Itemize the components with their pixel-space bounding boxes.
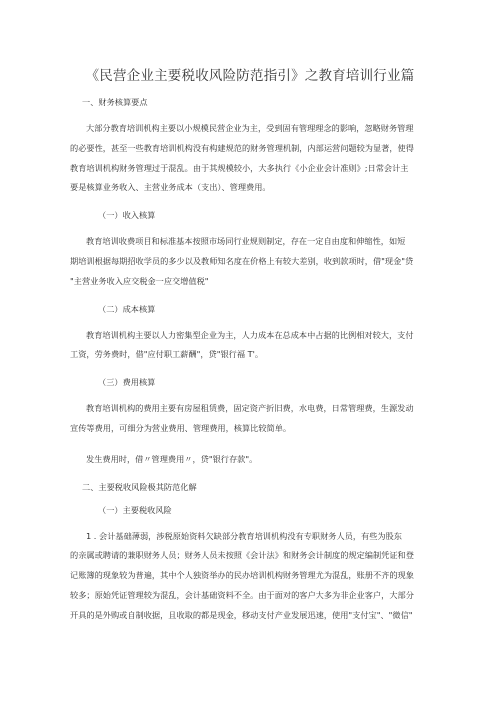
paragraph-line: 要是核算业务收入、主营业务成本（支出）、管理费用。 bbox=[70, 182, 271, 193]
paragraph-line: 教育培训机构主要以人力密集型企业为主，人力成本在总成本中占据的比例相对较大，支付 bbox=[86, 329, 414, 340]
subsection-heading: （一）主要税收风险 bbox=[98, 504, 172, 515]
paragraph-line: 教育培训机构的费用主要有房屋租赁费，固定资产折旧费，水电费，日常管理费，生源发动 bbox=[86, 403, 414, 414]
paragraph-line: 宣传等费用，可细分为营业费用、管理费用，核算比较简单。 bbox=[70, 422, 292, 433]
subsection-heading: （一）收入核算 bbox=[98, 210, 156, 221]
paragraph-line: 教育培训机构财务管理过于混乱。由于其规模较小，大多执行《小企业会计准则》;日常会计主 bbox=[70, 162, 409, 173]
paragraph bbox=[70, 232, 435, 291]
section-heading: 二、主要税收风险极其防范化解 bbox=[82, 481, 197, 492]
paragraph-line: 教育培训收费项目和标准基本按照市场同行业规则制定，存在一定自由度和伸缩性，如短 bbox=[86, 236, 406, 247]
paragraph-line: 1 . 会计基础薄弱，涉税原始资料欠缺部分教育培训机构没有专职财务人员，有些为股东 bbox=[86, 530, 402, 541]
paragraph bbox=[70, 527, 435, 626]
document-title: 《民营企业主要税收风险防范指引》之教育培训行业篇 bbox=[85, 68, 415, 84]
paragraph bbox=[70, 450, 435, 470]
subsection-heading: （二）成本核算 bbox=[98, 303, 156, 314]
paragraph bbox=[70, 399, 435, 439]
paragraph-line: 期培训根据每期招收学员的多少以及教师知名度在价格上有较大差别，收到款项时，借"现金"贷 bbox=[70, 255, 414, 266]
paragraph-line: 发生费用时，借〃管理费用〃，贷"银行存款"。 bbox=[86, 453, 258, 464]
subsection-heading: （三）费用核算 bbox=[98, 377, 156, 388]
paragraph-line: 记账簿的现象较为普遍，其中个人独资举办的民办培训机构财务管理尤为混乱，账册不齐的现象 bbox=[70, 570, 414, 581]
paragraph-line: "主营业务收入应交税金一应交增值税" bbox=[70, 275, 209, 286]
paragraph-line: 大部分教育培训机构主要以小规模民营企业为主，受到固有管理理念的影响，忽略财务管理 bbox=[86, 123, 414, 133]
paragraph-line: 较多；原始凭证管理较为混乱，会计基础资料不全。由于面对的客户大多为非企业客户，大部分 bbox=[70, 589, 414, 600]
paragraph-line: 工资，劳务费时，借"应付职工薪酬"，贷"银行福 T'。 bbox=[70, 349, 264, 360]
paragraph bbox=[70, 326, 435, 366]
document-body bbox=[70, 96, 435, 637]
paragraph bbox=[70, 119, 435, 198]
paragraph-line: 的亲属或聘请的兼职财务人员；财务人员未按照《会计法》和财务会计制度的规定编制凭证和登 bbox=[70, 550, 414, 561]
section-heading: 一、财务核算要点 bbox=[82, 97, 148, 107]
paragraph-line: 的必要性，甚至一些教育培训机构没有构建规范的财务管理机制，内部运营问题较为显著，使得 bbox=[70, 142, 414, 153]
paragraph-line: 开具的是外购或自制收据，且收取的都是现金，移动支付产业发展迅速，使用"支付宝"、"微信" bbox=[70, 609, 413, 620]
